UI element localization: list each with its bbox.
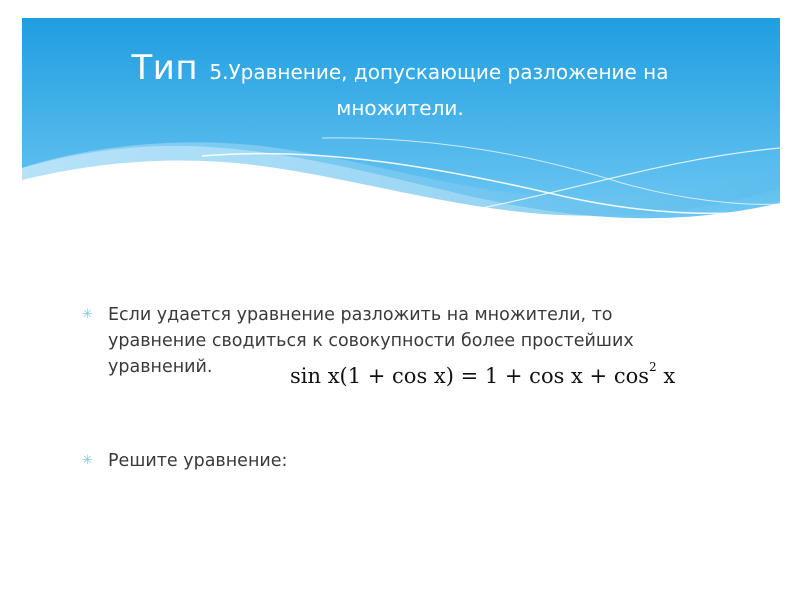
- equation-tail: x: [656, 364, 676, 388]
- bullet-item: [82, 448, 702, 474]
- equation-main: sin x(1 + cos x) = 1 + cos x + cos: [290, 364, 650, 388]
- four-point-star-icon: ✳: [82, 453, 93, 468]
- title-type-word: Тип: [131, 48, 210, 88]
- equation: [290, 360, 676, 388]
- bullet-text: Если удается уравнение разложить на множители, то уравнение сводиться к совокупности более простейших уравнений.: [108, 305, 634, 377]
- four-point-star-icon: ✳: [82, 307, 93, 322]
- bullet-list: [82, 302, 702, 474]
- bullet-text: Решите уравнение:: [108, 451, 288, 471]
- title-text-line2: множители.: [336, 96, 464, 120]
- equation-exponent: 2: [649, 360, 657, 374]
- slide-title: [60, 48, 740, 120]
- title-text: 5.Уравнение, допускающие разложение на: [209, 60, 669, 84]
